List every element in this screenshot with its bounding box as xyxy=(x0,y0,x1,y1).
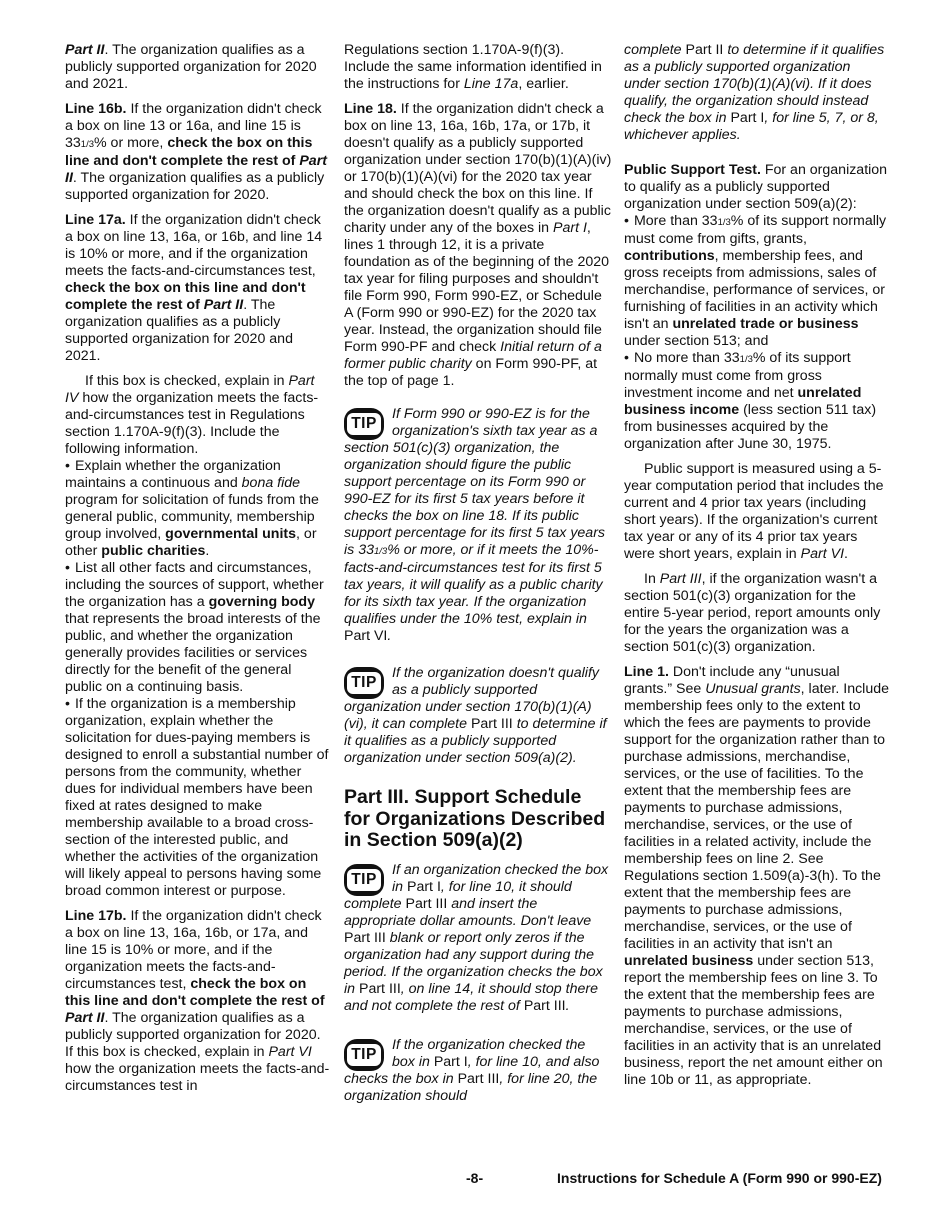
paragraph-line-16b: Line 16b. If the organization didn't check a box on line 13 or 16a, and line 15 is 331/3% or more, check the box on this line and don't complete the rest of Part II. The organization qualifies as a publicly supported organization for 2020. xyxy=(65,101,327,203)
paragraph-line-1: Line 1. Don't include any “unusual grants.” See Unusual grants, later. Include membership fees only to the extent to which the fees are payments to provide support for the organization rather than to purchase admissions, merchandise, services, or the use of facilities. To the extent that the membership fees are payments to purchase admissions, merchandise, services, or the use of facilities in a related activity, include the membership fees on line 2. See Regulations section 1.509(a)-3(h). To the extent that the membership fees are payments to purchase admissions, merchandise, services, or the use of facilities in an activity that isn't an unrelated business under section 513, report the membership fees on line 3. To the extent that the membership fees are payments to purchase admissions, merchandise, services, or the use of facilities in an activity that is an unrelated business, report the net amount either on line 10b or 11, as appropriate. xyxy=(624,664,890,1088)
tip-icon: TIP xyxy=(344,408,384,440)
bullet-no-more-than-one-third: • No more than 331/3% of its support normally must come from gross investment income and net unrelated business income (less section 511 tax) from businesses acquired by the organization after June 30, 1975. xyxy=(624,350,890,453)
tip-doesnt-qualify: TIP If the organization doesn't qualify as a publicly supported organization under section 170(b)(1)(A)(vi), it can complete Part III to determine if it qualifies as a publicly supported organization under section 509(a)(2). xyxy=(344,665,607,766)
bullet-other-facts: • List all other facts and circumstances, including the sources of support, whether the organization has a governing body that represents the broad interests of the public, and whether the organization generally provides facilities or services directly for the benefit of the general public on a continuing basis. xyxy=(65,560,331,696)
tip-line-20: TIP If the organization checked the box in Part I, for line 10, and also checks the box in Part III, for line 20, the organization should xyxy=(344,1036,600,1104)
tip-checked-box-line-10: TIP If an organization checked the box in Part I, for line 10, it should complete Part III and insert the appropriate dollar amounts. Don't leave Part III blank or report only zeros if the organization had any support during the period. If the organization checks the box in Part III, on line 14, it should stop there and not complete the rest of Part III. xyxy=(344,861,609,1014)
section-heading-part-iii: Part III. Support Schedule for Organizations Described in Section 509(a)(2) xyxy=(344,786,606,851)
bullet-more-than-one-third: • More than 331/3% of its support normally must come from gifts, grants, contributions, membership fees, and gross receipts from admissions, sales of merchandise, performance of services, or furnishing of facilities in an activity which isn't an unrelated trade or business under section 513; and xyxy=(624,213,890,350)
paragraph-tip-continued: complete Part II to determine if it qualifies as a publicly supported organization under section 170(b)(1)(A)(vi). If it does qualify, the organization should instead check the box in Part I, for line 5, 7, or 8, whichever applies. xyxy=(624,42,885,143)
tip-sixth-tax-year: TIP If Form 990 or 990-EZ is for the organization's sixth tax year as a section 501(c)(3) organization, the organization should figure the public support percentage on its Form 990 or 990-EZ for its first 5 tax years before it checks the box on line 18. If its public support percentage for its first 5 tax years is 331/3% or more, or if it meets the 10%-facts-and-circumstances test for its first 5 tax years, it will qualify as a public charity for its sixth tax year. If the organization qualifies under the 10% test, explain in Part VI. xyxy=(344,406,606,644)
column-middle xyxy=(344,42,612,1119)
column-left xyxy=(65,42,331,1103)
paragraph-public-support-test: Public Support Test. For an organization to qualify as a publicly supported organization under section 509(a)(2): xyxy=(624,162,888,212)
bullet-continuous-program: • Explain whether the organization maintains a continuous and bona fide program for solicitation of funds from the general public, community, membership group involved, governmental units, or other public charities. xyxy=(65,458,331,560)
tip-icon: TIP xyxy=(344,1039,384,1071)
paragraph-part-ii-qualifies: Part II. The organization qualifies as a publicly supported organization for 2020 and 2021. xyxy=(65,42,317,92)
tip-icon: TIP xyxy=(344,864,384,896)
paragraph-line-18: Line 18. If the organization didn't check a box on line 13, 16a, 16b, 17a, or 17b, it doesn't qualify as a publicly supported organization under section 170(b)(1)(A)(iv) or 170(b)(1)(A)(vi) for the 2020 tax year and should check the box on this line. If the organization doesn't qualify as a public charity under any of the boxes in Part I, lines 1 through 12, it is a private foundation as of the beginning of the 2020 tax year for filing purposes and shouldn't file Form 990, Form 990-EZ, or Schedule A (Form 990 or 990-EZ) for the 2020 tax year. Instead, the organization should file Form 990-PF and check Initial return of a former public charity on Form 990-PF, at the top of page 1. xyxy=(344,101,612,389)
footer-title: Instructions for Schedule A (Form 990 or 990-EZ) xyxy=(557,1170,882,1186)
paragraph-public-support-measured: Public support is measured using a 5-year computation period that includes the current and 4 prior tax years (including short years). If the organization's current tax year or any of its 4 prior tax years were short years, explain in Part VI. xyxy=(624,461,884,562)
paragraph-line-17b: Line 17b. If the organization didn't check a box on line 13, 16a, 16b, or 17a, and line 15 is 10% or more, and if the organization meets the facts-and-circumstances test, check the box on this line and don't complete the rest of Part II. The organization qualifies as a publicly supported organization for 2020. If this box is checked, explain in Part VI how the organization meets the facts-and-circumstances test in xyxy=(65,908,330,1094)
paragraph-line-17a: Line 17a. If the organization didn't check a box on line 13, 16a, or 16b, and line 14 is 10% or more, and if the organization meets the facts-and-circumstances test, check the box on this line and don't complete the rest of Part II. The organization qualifies as a publicly supported organization for 2020 and 2021. xyxy=(65,212,323,364)
bullet-membership-organization: • If the organization is a membership organization, explain whether the solicitation for dues-paying members is designed to enroll a substantial number of persons from the community, whether dues for individual members have been fixed at rates designed to make membership available to a broad cross-section of the interested public, and whether the activities of the organization will likely appeal to persons having some broad common interest or purpose. xyxy=(65,696,331,900)
page-number: -8- xyxy=(466,1170,484,1186)
paragraph-in-part-iii: In Part III, if the organization wasn't a section 501(c)(3) organization for the entire 5-year period, report amounts only for the years the organization was a section 501(c)(3) organization. xyxy=(624,571,881,655)
column-right xyxy=(624,42,890,1097)
tip-icon: TIP xyxy=(344,667,384,699)
paragraph-regulations-continued: Regulations section 1.170A-9(f)(3). Include the same information identified in the instructions for Line 17a, earlier. xyxy=(344,42,602,92)
paragraph-if-box-checked: If this box is checked, explain in Part IV how the organization meets the facts-and-circumstances test in Regulations section 1.170A-9(f)(3). Include the following information. xyxy=(65,373,319,457)
